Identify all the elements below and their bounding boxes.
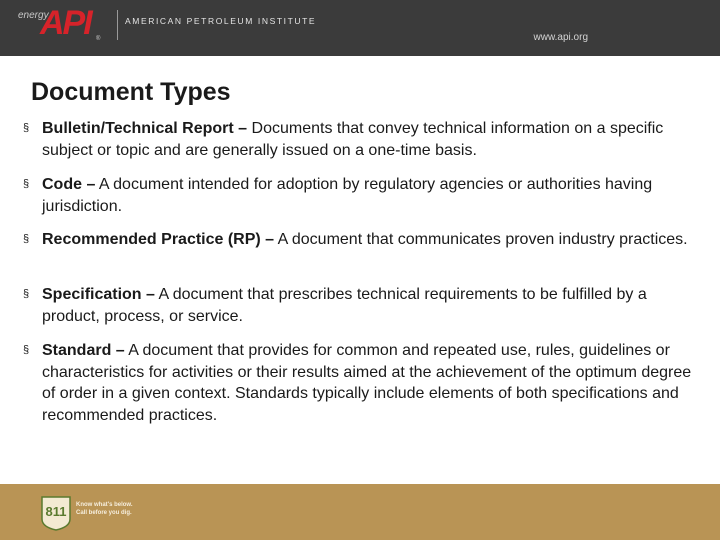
item-text: A document that provides for common and repeated use, rules, guidelines or characteristics for activities or their results aimed at the achievement of the optimum degree of order in a given context. Standards typically include elements of both specifications and recommended practices. xyxy=(42,342,692,424)
list-item xyxy=(23,340,692,426)
call-before-you-dig-text xyxy=(76,501,133,517)
item-text: A document that prescribes technical requirements to be fulfilled by a product, process, or service. xyxy=(42,286,647,325)
call-line-2: Call before you dig. xyxy=(76,510,132,516)
logo-energy-text: energy xyxy=(18,10,49,21)
bullet-icon: § xyxy=(23,344,30,356)
api-logo: API xyxy=(40,4,91,42)
item-text: A document that communicates proven industry practices. xyxy=(274,231,688,248)
organization-name: AMERICAN PETROLEUM INSTITUTE xyxy=(125,16,317,26)
list-item xyxy=(23,284,692,327)
bullet-icon: § xyxy=(23,122,30,134)
bullet-icon: § xyxy=(23,288,30,300)
logo-divider xyxy=(117,10,118,40)
item-text: A document intended for adoption by regulatory agencies or authorities having jurisdiction. xyxy=(42,176,653,215)
list-item xyxy=(23,174,692,217)
item-term: Code – xyxy=(42,176,96,193)
header-bar xyxy=(0,0,720,56)
item-term: Bulletin/Technical Report – xyxy=(42,120,248,137)
call-line-1: Know what's below. xyxy=(76,502,133,508)
bullet-icon: § xyxy=(23,178,30,190)
item-term: Specification – xyxy=(42,286,155,303)
call-811-number: 811 xyxy=(45,504,67,519)
list-item xyxy=(23,229,692,251)
call-811-logo xyxy=(40,495,72,531)
list-item xyxy=(23,118,692,161)
item-text: Documents that convey technical information on a specific subject or topic and are generally issued on a one-time basis. xyxy=(42,120,664,159)
website-url: www.api.org xyxy=(533,32,588,43)
registered-mark: ® xyxy=(96,36,101,42)
item-term: Standard – xyxy=(42,342,125,359)
bullet-icon: § xyxy=(23,233,30,245)
item-term: Recommended Practice (RP) – xyxy=(42,231,275,248)
page-title: Document Types xyxy=(31,78,231,106)
